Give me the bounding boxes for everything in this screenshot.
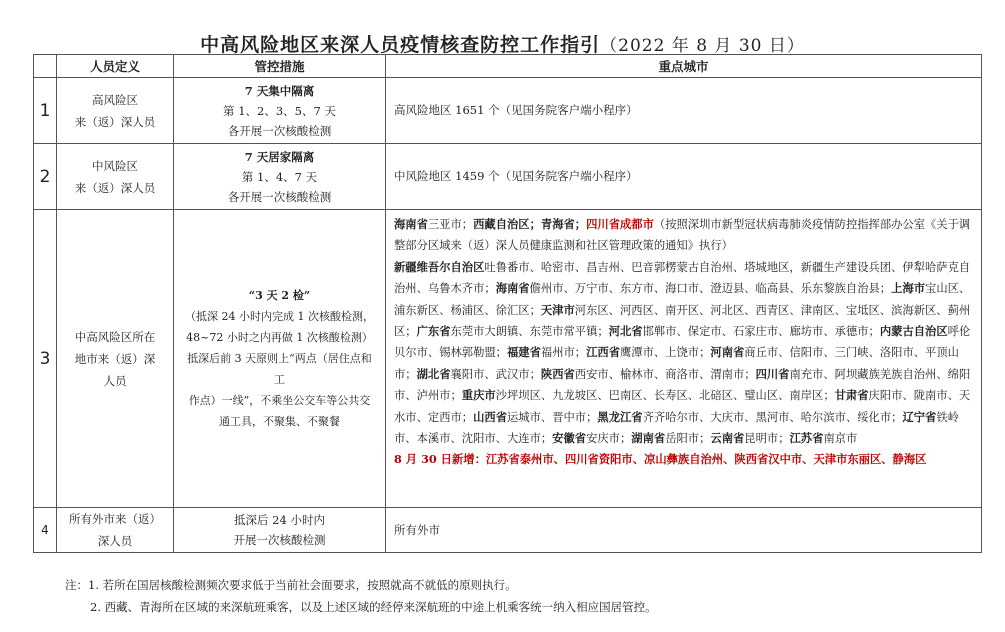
city-text-segment: 海南省 xyxy=(495,281,530,296)
city-text-segment: 广东省 xyxy=(416,324,451,339)
city-text-segment: 四川省成都市 xyxy=(586,217,654,231)
guideline-table xyxy=(33,54,982,553)
city-text-segment: 海南省 xyxy=(394,217,428,231)
table-header-row xyxy=(34,55,982,78)
measure-line: 开展一次核酸检测 xyxy=(233,533,326,547)
page-title xyxy=(0,30,1005,57)
definition-line: 高风险区 xyxy=(92,92,138,107)
person-definition xyxy=(57,144,174,210)
city-text-segment: 宝山区、浦东新区、杨浦区、徐汇区； xyxy=(394,282,971,317)
city-text-segment: 新疆维吾尔自治区 xyxy=(394,259,485,274)
city-text-segment: （按照深圳市新型冠状病毒肺炎疫情防控指挥部办公室《关于调整部分区域来（返）深人员健康监测和社区管理政策的通知》执行） xyxy=(394,218,971,253)
person-definition xyxy=(57,210,174,508)
city-text-segment: 鹰潭市、上饶市； xyxy=(620,346,711,360)
key-cities xyxy=(386,210,982,508)
row-number: 1 xyxy=(34,78,57,144)
city-text-segment: 内蒙古自治区 xyxy=(879,324,948,339)
measure-line: 各开展一次核酸检测 xyxy=(227,123,332,138)
city-text-segment: 吐鲁番市、哈密市、昌吉州、巴音郭楞蒙古自治州、塔城地区，新疆生产建设兵团、伊犁哈萨克自治州、乌鲁木齐市； xyxy=(394,260,971,296)
measure-line: 第 1、4、7 天 xyxy=(241,169,318,184)
city-text-segment: 儋州市、万宁市、东方市、海口市、澄迈县、临高县、乐东黎族自治县； xyxy=(529,282,892,296)
city-text-segment: 河北省 xyxy=(608,324,643,339)
definition-line: 来（返）深人员 xyxy=(74,180,156,195)
definition-line: 所有外市来（返） xyxy=(69,512,161,526)
control-measures xyxy=(174,210,386,508)
city-text-segment: 黑龙江省 xyxy=(597,409,643,424)
city-text-segment: 湖北省 xyxy=(416,366,451,381)
measure-headline: 7 天居家隔离 xyxy=(244,149,315,164)
control-measures xyxy=(174,508,386,553)
key-cities: 所有外市 xyxy=(386,508,982,553)
city-text-segment: 昆明市； xyxy=(744,432,790,446)
measure-line: （抵深 24 小时内完成 1 次核酸检测， xyxy=(185,310,374,323)
measure-line: 作点）一线”，不乘坐公交车等公共交 xyxy=(188,394,371,407)
title-date: （2022 年 8 月 30 日） xyxy=(600,36,805,56)
table-row xyxy=(34,508,982,553)
measure-line: 各开展一次核酸检测 xyxy=(227,189,332,204)
person-definition xyxy=(57,78,174,144)
table-row xyxy=(34,144,982,210)
city-text-segment: 河东区、河西区、南开区、河北区、西青区、津南区、宝坻区、滨海新区、蓟州区； xyxy=(394,303,971,339)
city-text-segment: 河南省 xyxy=(710,345,745,360)
city-text-segment: 山西省 xyxy=(473,409,507,424)
measure-line: 通工具，不聚集、不聚餐 xyxy=(219,415,340,428)
city-text-segment: 岳阳市； xyxy=(665,432,711,446)
city-text-segment: 辽宁省 xyxy=(902,409,937,424)
city-text-segment: 安徽省 xyxy=(552,431,587,446)
header-measures: 管控措施 xyxy=(174,55,386,78)
city-text-segment: 四川省 xyxy=(755,366,790,381)
city-text-segment: 青海省； xyxy=(540,217,587,231)
city-text-segment: 陕西省 xyxy=(540,366,575,381)
measure-headline: 7 天集中隔离 xyxy=(244,83,315,98)
city-text-segment: 江西省 xyxy=(586,345,620,360)
title-text: 中高风险地区来深人员疫情核查防控工作指引 xyxy=(200,34,601,56)
city-text-segment: 福建省 xyxy=(506,345,541,360)
city-text-segment: 安庆市； xyxy=(586,432,632,446)
footnote-1: 注：1. 若所在国居核酸检测频次要求低于当前社会面要求，按照就高不就低的原则执行。 xyxy=(65,578,517,592)
definition-line: 地市来（返）深 xyxy=(74,351,156,366)
city-text-segment: 福州市； xyxy=(540,346,587,360)
city-text-segment: 8 月 30 日新增：江苏省泰州市、四川省资阳市、凉山彝族自治州、陕西省汉中市、天津市东丽区、静海区 xyxy=(394,452,927,467)
definition-line: 深人员 xyxy=(97,534,133,548)
city-text-segment: 庆阳市、陇南市、天水市、定西市； xyxy=(394,389,971,424)
header-num xyxy=(34,55,57,78)
city-text-segment: 东莞市大朗镇、东莞市常平镇； xyxy=(450,325,609,339)
table-row xyxy=(34,210,982,508)
row-number: 3 xyxy=(34,210,57,508)
city-text-segment: 铁岭市、本溪市、沈阳市、大连市； xyxy=(394,410,959,446)
header-cities: 重点城市 xyxy=(386,55,982,78)
person-definition xyxy=(57,508,174,553)
row-number: 4 xyxy=(34,508,57,553)
city-text-segment: 西藏自治区； xyxy=(473,217,541,231)
key-cities: 中风险地区 1459 个（见国务院客户端小程序） xyxy=(386,144,982,210)
city-text-segment: 商丘市、信阳市、三门峡、洛阳市、平顶山市； xyxy=(394,346,959,381)
city-text-segment: 江苏省 xyxy=(789,431,824,446)
city-text-segment: 沙坪坝区、九龙坡区、巴南区、长寿区、北碚区、璧山区、南岸区； xyxy=(495,389,835,403)
footnotes xyxy=(65,574,657,618)
city-text-segment: 三亚市； xyxy=(427,218,474,231)
city-text-segment: 湖南省 xyxy=(631,431,666,446)
definition-line: 人员 xyxy=(103,373,127,388)
row-number: 2 xyxy=(34,144,57,210)
header-definition: 人员定义 xyxy=(57,55,174,78)
measure-headline: “3 天 2 检” xyxy=(248,289,311,302)
control-measures xyxy=(174,78,386,144)
city-text-segment: 运城市、晋中市； xyxy=(507,410,598,424)
city-text-segment: 南京市 xyxy=(823,432,858,446)
city-text-segment: 南充市、阿坝藏族羌族自治州、绵阳市、泸州市； xyxy=(394,367,971,403)
table-row xyxy=(34,78,982,144)
measure-line: 抵深后 24 小时内 xyxy=(234,513,325,527)
city-text-segment: 重庆市 xyxy=(461,388,496,403)
city-text-segment: 呼伦贝尔市、锡林郭勒盟； xyxy=(394,325,971,360)
city-text-segment: 云南省 xyxy=(710,431,745,446)
control-measures xyxy=(174,144,386,210)
city-text-segment: 天津市 xyxy=(540,302,575,317)
definition-line: 中高风险区所在 xyxy=(74,329,156,344)
city-text-segment: 齐齐哈尔市、大庆市、黑河市、哈尔滨市、绥化市； xyxy=(642,410,903,424)
definition-line: 来（返）深人员 xyxy=(74,114,156,129)
measure-line: 48~72 小时之内再做 1 次核酸检测） xyxy=(186,331,373,344)
footnote-2: 2. 西藏、青海所在区域的来深航班乘客，以及上述区域的经停来深航班的中途上机乘客统一纳入相应国居管控。 xyxy=(90,600,657,614)
city-text-segment: 邯郸市、保定市、石家庄市、廊坊市、承德市； xyxy=(642,325,880,339)
city-text-segment: 上海市 xyxy=(891,281,926,296)
city-text-segment: 西安市、榆林市、商洛市、渭南市； xyxy=(574,367,756,381)
definition-line: 中风险区 xyxy=(92,158,138,173)
city-text-segment: 襄阳市、武汉市； xyxy=(450,367,541,381)
measure-line: 抵深后前 3 天原则上“两点（居住点和工 xyxy=(187,352,372,386)
measure-line: 第 1、2、3、5、7 天 xyxy=(223,103,336,118)
key-cities: 高风险地区 1651 个（见国务院客户端小程序） xyxy=(386,78,982,144)
city-text-segment: 甘肃省 xyxy=(834,388,869,403)
